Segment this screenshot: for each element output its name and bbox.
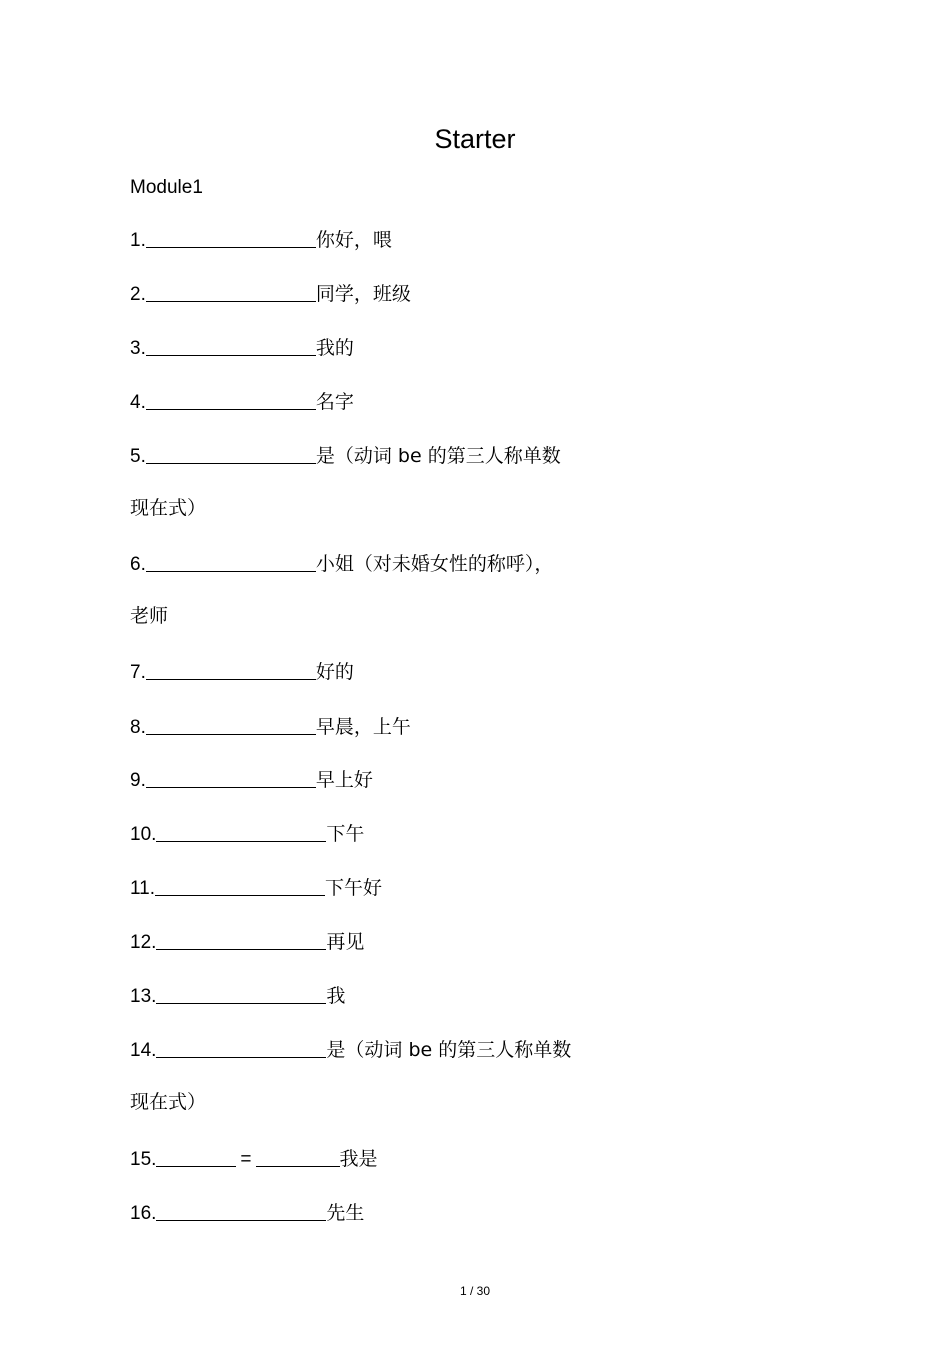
item-number: 10. — [130, 824, 157, 845]
answer-blank[interactable] — [146, 283, 316, 302]
item-text: 先生 — [326, 1202, 365, 1224]
answer-blank[interactable] — [146, 391, 316, 410]
item-number: 8. — [130, 717, 146, 738]
answer-blank[interactable] — [146, 769, 316, 788]
item-number: 4. — [130, 392, 146, 413]
answer-blank[interactable] — [156, 931, 326, 950]
list-item — [130, 714, 411, 741]
item-text: 早上好 — [315, 769, 373, 791]
item-text: 是（动词 be 的第三人称单数 — [326, 1039, 572, 1061]
answer-blank[interactable] — [156, 1202, 326, 1221]
item-text: 我的 — [315, 337, 354, 359]
list-item — [130, 551, 553, 578]
item-text: 老师 — [130, 605, 169, 627]
page-number: 1 / 30 — [459, 1284, 491, 1298]
equals-sign: = — [240, 1149, 252, 1170]
list-item — [130, 875, 382, 902]
list-item — [130, 389, 354, 416]
item-number: 5. — [130, 446, 146, 467]
list-item — [130, 1146, 378, 1173]
answer-blank[interactable] — [156, 1039, 326, 1058]
item-number: 9. — [130, 770, 146, 791]
list-item — [130, 821, 364, 848]
item-number: 6. — [130, 554, 146, 575]
answer-blank[interactable] — [146, 553, 316, 572]
item-text: 我是 — [339, 1148, 378, 1170]
item-text: 小姐（对未婚女性的称呼）， — [315, 553, 554, 575]
item-number: 12. — [130, 932, 157, 953]
item-number: 7. — [130, 662, 146, 683]
list-item — [130, 443, 561, 470]
item-number: 11. — [130, 878, 156, 899]
list-item — [130, 929, 364, 956]
item-text: 我 — [326, 985, 346, 1007]
list-item — [130, 983, 345, 1010]
item-text: 早晨，上午 — [315, 716, 411, 738]
list-item — [130, 281, 411, 308]
item-number: 3. — [130, 338, 146, 359]
list-item-continuation — [130, 603, 168, 629]
item-text: 现在式） — [130, 497, 207, 519]
item-text: 好的 — [315, 661, 354, 683]
item-number: 1. — [130, 230, 146, 251]
item-text: 你好，喂 — [315, 229, 392, 251]
item-number: 14. — [130, 1040, 157, 1061]
item-text: 是（动词 be 的第三人称单数 — [315, 445, 561, 467]
list-item — [130, 227, 392, 254]
item-text: 同学，班级 — [315, 283, 411, 305]
answer-blank[interactable] — [146, 445, 316, 464]
list-item — [130, 659, 354, 686]
list-item — [130, 1200, 364, 1227]
answer-blank[interactable] — [256, 1148, 340, 1167]
list-item — [130, 335, 354, 362]
answer-blank[interactable] — [146, 661, 316, 680]
answer-blank[interactable] — [146, 337, 316, 356]
item-text: 现在式） — [130, 1091, 207, 1113]
item-text: 下午好 — [325, 877, 383, 899]
list-item-continuation — [130, 1089, 206, 1115]
item-text: 名字 — [315, 391, 354, 413]
item-text: 再见 — [326, 931, 365, 953]
answer-blank[interactable] — [156, 1148, 236, 1167]
page-title: Starter — [434, 124, 516, 154]
answer-blank[interactable] — [156, 985, 326, 1004]
list-item-continuation — [130, 495, 206, 521]
answer-blank[interactable] — [156, 823, 326, 842]
item-number: 2. — [130, 284, 146, 305]
item-number: 15. — [130, 1149, 157, 1170]
answer-blank[interactable] — [146, 716, 316, 735]
answer-blank[interactable] — [146, 229, 316, 248]
list-item — [130, 767, 373, 794]
answer-blank[interactable] — [155, 877, 325, 896]
module-heading: Module1 — [130, 177, 203, 198]
item-text: 下午 — [326, 823, 365, 845]
item-number: 13. — [130, 986, 157, 1007]
list-item — [130, 1037, 571, 1064]
item-number: 16. — [130, 1203, 157, 1224]
